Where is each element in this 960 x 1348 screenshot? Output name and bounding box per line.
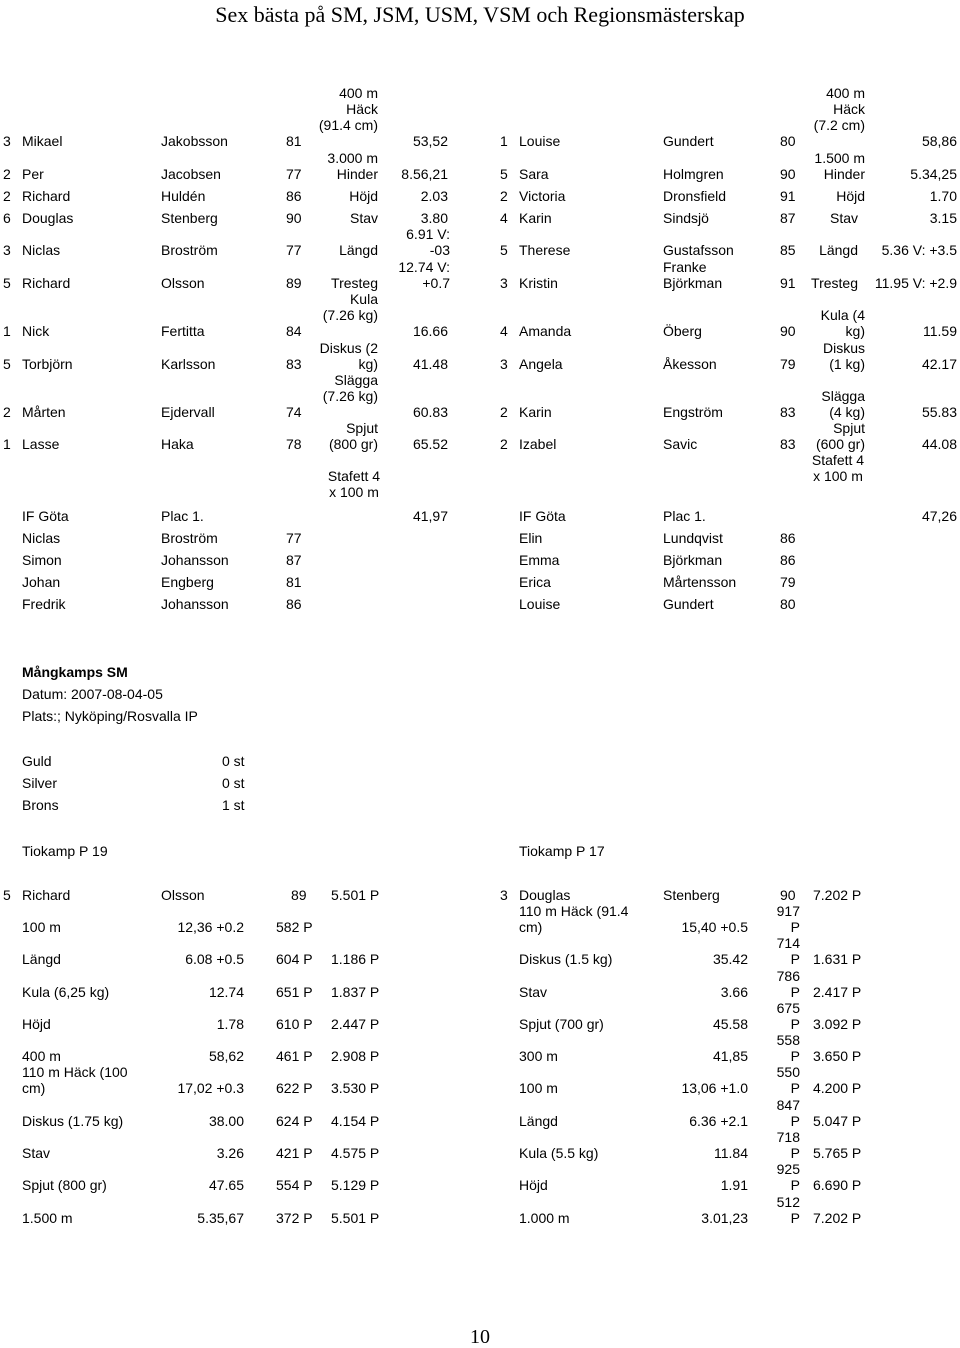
te-result: 41,85 — [712, 1048, 748, 1064]
result: 55.83 — [921, 404, 957, 420]
te-points: 624 P — [276, 1113, 313, 1129]
relay-member-first: Simon — [22, 552, 62, 568]
te-event: Kula (5.5 kg) — [519, 1145, 599, 1161]
year: 78 — [286, 436, 302, 452]
datum: Datum: 2007-08-04-05 — [22, 686, 163, 702]
place: 1 — [500, 133, 508, 149]
relay-member-year: 80 — [780, 596, 796, 612]
result: 12.74 V: +0.7 — [398, 259, 450, 291]
relay-result: 47,26 — [921, 508, 957, 524]
te-total: 4.154 P — [331, 1113, 380, 1129]
te-points: 718 P — [776, 1129, 800, 1161]
te-points: 714 P — [776, 935, 800, 967]
event: 400 m Häck (7.2 cm) — [813, 85, 865, 133]
event: Spjut (600 gr) — [815, 420, 865, 452]
te-result: 12,36 +0.2 — [177, 919, 244, 935]
te-total: 3.650 P — [813, 1048, 862, 1064]
year: 91 — [780, 275, 796, 291]
te-points: 925 P — [776, 1161, 800, 1193]
result: 41.48 — [412, 356, 448, 372]
place: 3 — [3, 133, 11, 149]
result: 2.03 — [420, 188, 448, 204]
year: 83 — [286, 356, 302, 372]
first-name: Richard — [22, 275, 71, 291]
first-name: Louise — [519, 133, 561, 149]
last-name: Haka — [161, 436, 194, 452]
event: Tresteg — [811, 275, 858, 291]
last-name: Jacobsen — [161, 166, 221, 182]
result: 11.95 V: +2.9 — [874, 275, 957, 291]
event: Slägga (4 kg) — [821, 388, 865, 420]
te-result: 15,40 +0.5 — [681, 919, 748, 935]
place: 5 — [3, 887, 11, 903]
te-total: 2.417 P — [813, 984, 862, 1000]
last-name: Öberg — [663, 323, 702, 339]
relay-member-last: Björkman — [663, 552, 723, 568]
place: 5 — [500, 166, 508, 182]
relay-member-last: Johansson — [161, 596, 229, 612]
first-name: Richard — [22, 887, 71, 903]
last-name: Stenberg — [161, 210, 218, 226]
relay-place: Plac 1. — [161, 508, 204, 524]
last-name: Ejdervall — [161, 404, 215, 420]
te-result: 6.36 +2.1 — [689, 1113, 748, 1129]
event: Slägga (7.26 kg) — [322, 372, 378, 404]
te-points: 610 P — [276, 1016, 313, 1032]
medal-label: Brons — [22, 797, 59, 813]
relay-member-first: Louise — [519, 596, 561, 612]
relay-member-first: Johan — [22, 574, 61, 590]
last-name: Olsson — [161, 887, 205, 903]
relay-member-year: 77 — [286, 530, 302, 546]
te-event: 300 m — [519, 1048, 558, 1064]
year: 89 — [291, 887, 307, 903]
te-total: 6.690 P — [813, 1177, 862, 1193]
place: 1 — [3, 436, 11, 452]
te-event: 110 m Häck (100 cm) — [22, 1064, 128, 1096]
te-total: 7.202 P — [813, 1210, 862, 1226]
result: 5.34,25 — [910, 166, 957, 182]
relay-member-first: Erica — [519, 574, 551, 590]
relay-member-last: Broström — [161, 530, 218, 546]
total-points: 5.501 P — [331, 887, 380, 903]
medal-label: Silver — [22, 775, 58, 791]
total-points: 7.202 P — [813, 887, 862, 903]
year: 90 — [780, 166, 796, 182]
te-result: 47.65 — [208, 1177, 244, 1193]
te-event: Stav — [519, 984, 548, 1000]
last-name: Savic — [663, 436, 698, 452]
last-name: Franke Björkman — [663, 259, 723, 291]
event: Stav — [829, 210, 858, 226]
first-name: Richard — [22, 188, 71, 204]
result: 6.91 V: -03 — [406, 226, 450, 258]
place: 2 — [3, 404, 11, 420]
result: 3.15 — [929, 210, 957, 226]
last-name: Fertitta — [161, 323, 205, 339]
te-result: 1.78 — [216, 1016, 244, 1032]
te-total: 1.186 P — [331, 951, 380, 967]
relay-member-first: Fredrik — [22, 596, 66, 612]
event: 3.000 m Hinder — [327, 150, 378, 182]
te-total: 5.047 P — [813, 1113, 862, 1129]
last-name: Karlsson — [161, 356, 216, 372]
first-name: Amanda — [519, 323, 572, 339]
first-name: Izabel — [519, 436, 557, 452]
result: 58,86 — [921, 133, 957, 149]
te-event: 1.000 m — [519, 1210, 570, 1226]
te-total: 5.765 P — [813, 1145, 862, 1161]
relay-member-year: 81 — [286, 574, 302, 590]
last-name: Gustafsson — [663, 242, 734, 258]
event: Spjut (800 gr) — [328, 420, 378, 452]
result: 44.08 — [921, 436, 957, 452]
place: 2 — [500, 436, 508, 452]
te-points: 461 P — [276, 1048, 313, 1064]
year: 81 — [286, 133, 302, 149]
first-name: Mårten — [22, 404, 66, 420]
te-points: 651 P — [276, 984, 313, 1000]
first-name: Angela — [519, 356, 563, 372]
year: 91 — [780, 188, 796, 204]
te-points: 622 P — [276, 1080, 313, 1096]
event: Längd — [819, 242, 858, 258]
event: Diskus (2 kg) — [319, 340, 378, 372]
te-total: 1.631 P — [813, 951, 862, 967]
relay-member-year: 87 — [286, 552, 302, 568]
te-event: Höjd — [22, 1016, 51, 1032]
medal-count: 0 st — [222, 753, 245, 769]
te-event: Kula (6,25 kg) — [22, 984, 110, 1000]
relay-member-last: Mårtensson — [663, 574, 737, 590]
te-total: 2.908 P — [331, 1048, 380, 1064]
club: IF Göta — [22, 508, 69, 524]
club: IF Göta — [519, 508, 566, 524]
te-result: 3.01,23 — [701, 1210, 748, 1226]
place: 2 — [3, 166, 11, 182]
event: 400 m Häck (91.4 cm) — [318, 85, 378, 133]
last-name: Broström — [161, 242, 218, 258]
te-event: 110 m Häck (91.4 cm) — [519, 903, 629, 935]
te-event: 100 m — [519, 1080, 558, 1096]
year: 87 — [780, 210, 796, 226]
last-name: Huldén — [161, 188, 206, 204]
place: 5 — [3, 356, 11, 372]
first-name: Torbjörn — [22, 356, 73, 372]
te-result: 11.84 — [714, 1145, 748, 1161]
first-name: Karin — [519, 404, 552, 420]
te-event: Spjut (800 gr) — [22, 1177, 107, 1193]
te-result: 58,62 — [208, 1048, 244, 1064]
event: Längd — [339, 242, 378, 258]
year: 83 — [780, 404, 796, 420]
event: Diskus (1 kg) — [822, 340, 865, 372]
year: 85 — [780, 242, 796, 258]
result: 11.59 — [923, 323, 957, 339]
place: 2 — [3, 188, 11, 204]
tiokamp-title: Tiokamp P 17 — [519, 843, 605, 859]
relay-event: Stafett 4 x 100 m — [327, 468, 381, 500]
last-name: Åkesson — [663, 356, 717, 372]
medal-count: 0 st — [222, 775, 245, 791]
place: 2 — [500, 188, 508, 204]
te-points: 554 P — [276, 1177, 313, 1193]
te-points: 558 P — [776, 1032, 800, 1064]
relay-member-first: Elin — [519, 530, 543, 546]
te-points: 847 P — [776, 1097, 800, 1129]
te-event: Längd — [519, 1113, 558, 1129]
place: 4 — [500, 210, 508, 226]
section-title: Mångkamps SM — [22, 664, 128, 680]
first-name: Niclas — [22, 242, 61, 258]
te-points: 372 P — [276, 1210, 313, 1226]
te-points: 421 P — [276, 1145, 313, 1161]
tiokamp-title: Tiokamp P 19 — [22, 843, 108, 859]
relay-event: Stafett 4 x 100 m — [811, 452, 865, 484]
place: 3 — [3, 242, 11, 258]
te-result: 13,06 +1.0 — [681, 1080, 748, 1096]
medal-label: Guld — [22, 753, 52, 769]
te-total: 2.447 P — [331, 1016, 380, 1032]
te-result: 3.26 — [216, 1145, 244, 1161]
place: 3 — [500, 887, 508, 903]
last-name: Jakobsson — [161, 133, 228, 149]
te-result: 3.66 — [720, 984, 748, 1000]
year: 90 — [780, 323, 796, 339]
relay-member-last: Gundert — [663, 596, 714, 612]
relay-member-year: 86 — [780, 552, 796, 568]
relay-result: 41,97 — [412, 508, 448, 524]
te-result: 6.08 +0.5 — [185, 951, 244, 967]
last-name: Stenberg — [663, 887, 720, 903]
te-event: 100 m — [22, 919, 61, 935]
relay-member-last: Engberg — [161, 574, 214, 590]
last-name: Engström — [663, 404, 723, 420]
place: 2 — [500, 404, 508, 420]
year: 77 — [286, 166, 302, 182]
te-points: 582 P — [276, 919, 313, 935]
last-name: Holmgren — [663, 166, 724, 182]
result: 65.52 — [412, 436, 448, 452]
te-event: Stav — [22, 1145, 51, 1161]
last-name: Gundert — [663, 133, 714, 149]
first-name: Douglas — [519, 887, 571, 903]
first-name: Lasse — [22, 436, 60, 452]
result: 16.66 — [412, 323, 448, 339]
result: 1.70 — [929, 188, 957, 204]
page-title: Sex bästa på SM, JSM, USM, VSM och Regionsmästerskap — [215, 2, 745, 27]
relay-member-year: 86 — [286, 596, 302, 612]
place: 1 — [3, 323, 11, 339]
page-number: 10 — [470, 1326, 490, 1348]
te-result: 1.91 — [720, 1177, 748, 1193]
place: 5 — [3, 275, 11, 291]
first-name: Mikael — [22, 133, 63, 149]
te-event: Spjut (700 gr) — [519, 1016, 604, 1032]
te-points: 786 P — [776, 968, 800, 1000]
first-name: Douglas — [22, 210, 74, 226]
year: 90 — [780, 887, 796, 903]
relay-member-first: Emma — [519, 552, 560, 568]
result: 3.80 — [420, 210, 448, 226]
relay-place: Plac 1. — [663, 508, 706, 524]
te-event: Diskus (1.5 kg) — [519, 951, 613, 967]
first-name: Kristin — [519, 275, 558, 291]
year: 80 — [780, 133, 796, 149]
event: Kula (7.26 kg) — [322, 291, 378, 323]
relay-member-last: Lundqvist — [663, 530, 723, 546]
result: 53,52 — [412, 133, 448, 149]
first-name: Therese — [519, 242, 571, 258]
year: 74 — [286, 404, 302, 420]
event: Höjd — [836, 188, 865, 204]
year: 89 — [286, 275, 302, 291]
year: 90 — [286, 210, 302, 226]
first-name: Victoria — [519, 188, 566, 204]
place: 6 — [3, 210, 11, 226]
event: Kula (4 kg) — [820, 307, 865, 339]
te-points: 550 P — [776, 1064, 800, 1096]
place: 3 — [500, 356, 508, 372]
year: 79 — [780, 356, 796, 372]
te-event: Höjd — [519, 1177, 548, 1193]
te-total: 5.129 P — [331, 1177, 380, 1193]
te-total: 5.501 P — [331, 1210, 380, 1226]
te-points: 917 P — [776, 903, 800, 935]
place: 3 — [500, 275, 508, 291]
first-name: Sara — [519, 166, 549, 182]
relay-member-year: 86 — [780, 530, 796, 546]
result: 60.83 — [412, 404, 448, 420]
te-event: 1.500 m — [22, 1210, 73, 1226]
te-points: 512 P — [776, 1194, 800, 1226]
last-name: Olsson — [161, 275, 205, 291]
relay-member-last: Johansson — [161, 552, 229, 568]
first-name: Karin — [519, 210, 552, 226]
te-points: 675 P — [776, 1000, 800, 1032]
first-name: Per — [22, 166, 44, 182]
year: 83 — [780, 436, 796, 452]
te-total: 3.092 P — [813, 1016, 862, 1032]
te-result: 12.74 — [208, 984, 244, 1000]
result: 42.17 — [921, 356, 957, 372]
event: 1.500 m Hinder — [814, 150, 865, 182]
year: 84 — [286, 323, 302, 339]
event: Stav — [349, 210, 378, 226]
plats: Plats:; Nyköping/Rosvalla IP — [22, 708, 198, 724]
result: 5.36 V: +3.5 — [881, 242, 957, 258]
medal-count: 1 st — [222, 797, 245, 813]
te-result: 17,02 +0.3 — [177, 1080, 244, 1096]
place: 5 — [500, 242, 508, 258]
te-result: 5.35,67 — [197, 1210, 244, 1226]
te-event: Längd — [22, 951, 61, 967]
last-name: Sindsjö — [663, 210, 709, 226]
place: 4 — [500, 323, 508, 339]
result: 8.56,21 — [401, 166, 448, 182]
te-result: 35.42 — [712, 951, 748, 967]
last-name: Dronsfield — [663, 188, 727, 204]
event: Tresteg — [331, 275, 378, 291]
te-points: 604 P — [276, 951, 313, 967]
te-result: 45.58 — [712, 1016, 748, 1032]
relay-member-first: Niclas — [22, 530, 61, 546]
te-result: 38.00 — [208, 1113, 244, 1129]
te-total: 4.200 P — [813, 1080, 862, 1096]
te-event: Diskus (1.75 kg) — [22, 1113, 124, 1129]
event: Höjd — [349, 188, 378, 204]
te-total: 1.837 P — [331, 984, 380, 1000]
first-name: Nick — [22, 323, 50, 339]
year: 77 — [286, 242, 302, 258]
te-total: 3.530 P — [331, 1080, 380, 1096]
relay-member-year: 79 — [780, 574, 796, 590]
year: 86 — [286, 188, 302, 204]
te-event: 400 m — [22, 1048, 61, 1064]
te-total: 4.575 P — [331, 1145, 380, 1161]
